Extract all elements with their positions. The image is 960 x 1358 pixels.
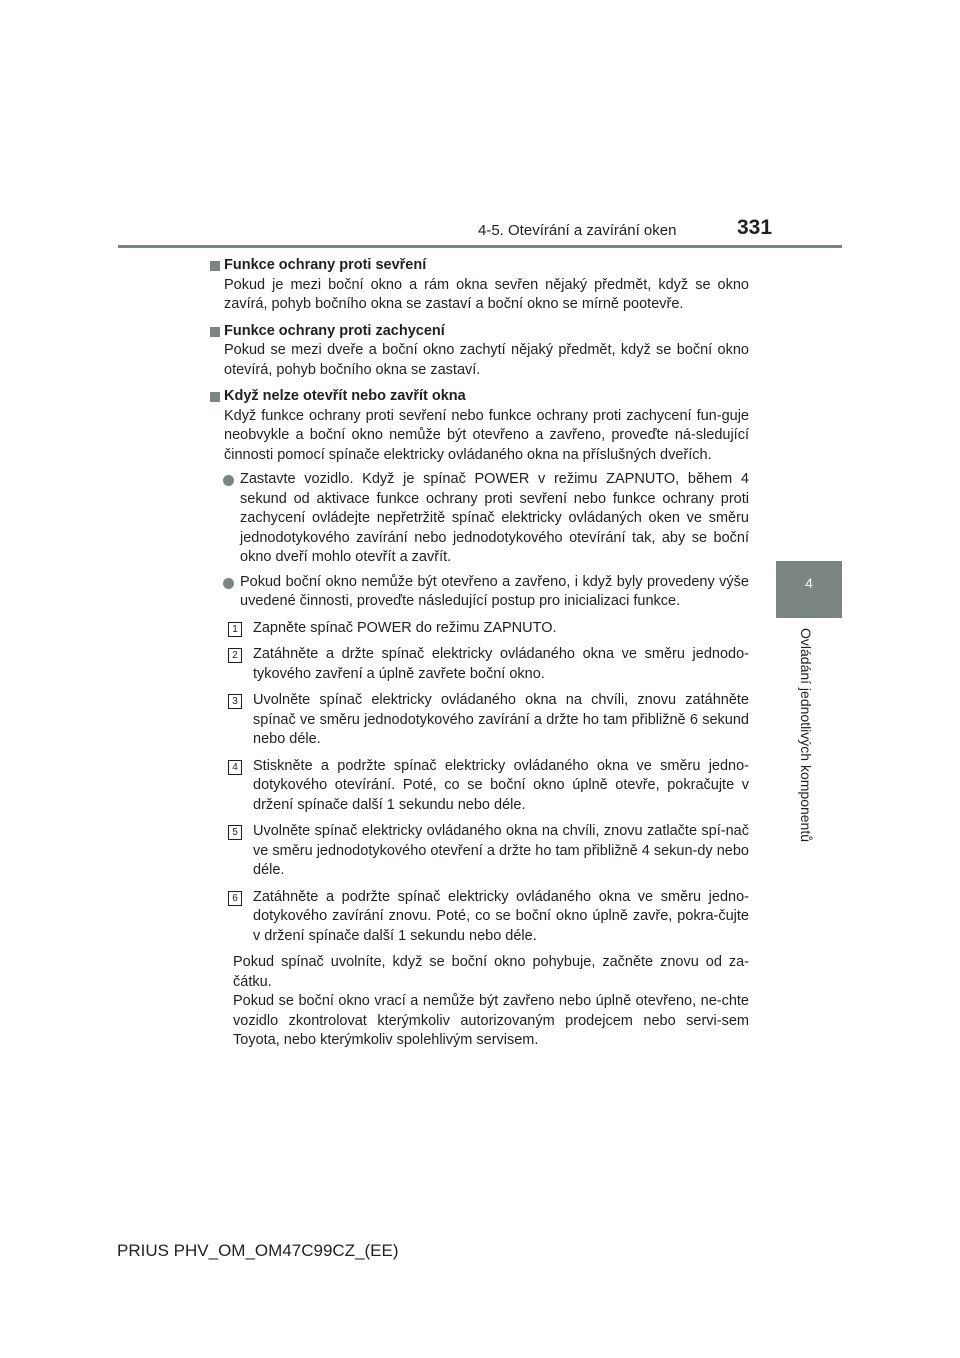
section-windows-not-working [209, 387, 749, 1051]
header-section-title: 4-5. Otevírání a zavírání oken [478, 222, 677, 239]
section-title [209, 256, 749, 276]
section-title [209, 322, 749, 342]
bullet-text: Pokud boční okno nemůže být otevřeno a zavřeno, i když byly provedeny výše uvedené činnosti, proveďte následující postup pro inicializaci funkce. [240, 573, 749, 609]
square-bullet-icon [210, 327, 220, 337]
step-number: 5 [228, 825, 242, 840]
note-text: Pokud se boční okno vrací a nemůže být zavřeno nebo úplně otevřeno, ne-chte vozidlo zkontrolovat kterýmkoliv autorizovaným prodejcem nebo servi-sem Toyota, nebo kterýmkoliv spolehlivým servisem. [233, 993, 749, 1048]
bullet-text: Zastavte vozidlo. Když je spínač POWER v režimu ZAPNUTO, během 4 sekund od aktivace funkce ochrany proti sevření nebo funkce ochrany proti zachycení ovládejte nepřetržitě spínač elektricky ovládaných oken ve směru jednodotykového zavírání nebo jednodotykového otevírání tak, aby se boční okno dveří mohlo otevřít a zavřít. [240, 471, 749, 565]
header-divider [118, 245, 842, 248]
document-footer: PRIUS PHV_OM_OM47C99CZ_(EE) [117, 1241, 399, 1260]
section-text: Pokud se mezi dveře a boční okno zachytí nějaký předmět, když se boční okno otevírá, pohyb bočního okna se zastaví. [224, 342, 749, 378]
section-text: Když funkce ochrany proti sevření nebo funkce ochrany proti zachycení fun-guje neobvykle a boční okno nemůže být otevřeno a zavřeno, proveďte ná-sledující činnosti pomocí spínače elektricky ovládaného okna na příslušných dveřích. [224, 407, 749, 463]
circle-bullet-icon [223, 578, 234, 589]
step-item [209, 822, 749, 881]
section-catch-protection [209, 322, 749, 381]
circle-bullet-icon [223, 475, 234, 486]
square-bullet-icon [210, 392, 220, 402]
step-item [209, 645, 749, 684]
step-number: 1 [228, 622, 242, 637]
section-title-text: Když nelze otevřít nebo zavřít okna [224, 388, 466, 404]
step-text: Zatáhněte a držte spínač elektricky ovládaného okna ve směru jednodo-tykového zavření a úplně zavřete boční okno. [253, 646, 749, 682]
step-text: Stiskněte a podržte spínač elektricky ovládaného okna ve směru jedno-dotykového otevírání. Poté, co se boční okno úplně otevře, pokračujte v držení spínače další 1 sekundu nebo déle. [253, 757, 749, 813]
note-text: Pokud spínač uvolníte, když se boční okno pohybuje, začněte znovu od za-čátku. [233, 954, 749, 990]
step-item [209, 619, 749, 639]
step-text: Zatáhněte a podržte spínač elektricky ovládaného okna ve směru jedno-dotykového zavírání znovu. Poté, co se boční okno úplně zavře, pokra-čujte v držení spínače další 1 sekundu nebo déle. [253, 888, 749, 944]
page-number: 331 [737, 216, 773, 239]
step-item [209, 888, 749, 947]
chapter-tab [776, 561, 842, 618]
list-item [209, 573, 749, 612]
step-text: Uvolněte spínač elektricky ovládaného okna na chvíli, znovu zatáhněte spínač ve směru jednodotykového zavírání a držte ho tam přibližně 6 sekund nebo déle. [253, 692, 749, 747]
step-item [209, 757, 749, 816]
step-item [209, 691, 749, 750]
note-block [209, 953, 749, 1051]
chapter-number: 4 [805, 575, 813, 591]
step-number: 3 [228, 694, 242, 709]
step-text: Uvolněte spínač elektricky ovládaného okna na chvíli, znovu zatlačte spí-nač ve směru jednodotykového otevření a držte ho tam přibližně 4 sekun-dy nebo déle. [253, 823, 749, 878]
section-title [209, 387, 749, 407]
section-title-text: Funkce ochrany proti sevření [224, 257, 427, 273]
step-text: Zapněte spínač POWER do režimu ZAPNUTO. [253, 619, 557, 636]
step-number: 6 [228, 891, 242, 906]
chapter-tab-label-area [776, 618, 842, 878]
section-text: Pokud je mezi boční okno a rám okna sevřen nějaký předmět, když se okno zavírá, pohyb bočního okna se zastaví a boční okno se mírně pootevře. [224, 276, 749, 312]
step-number: 2 [228, 648, 242, 663]
list-item [209, 470, 749, 568]
step-number: 4 [228, 760, 242, 775]
page-content [209, 256, 749, 1058]
section-title-text: Funkce ochrany proti zachycení [224, 322, 445, 339]
section-pinch-protection [209, 256, 749, 315]
square-bullet-icon [210, 261, 220, 271]
chapter-title: Ovládání jednotlivých komponentů [798, 628, 814, 843]
